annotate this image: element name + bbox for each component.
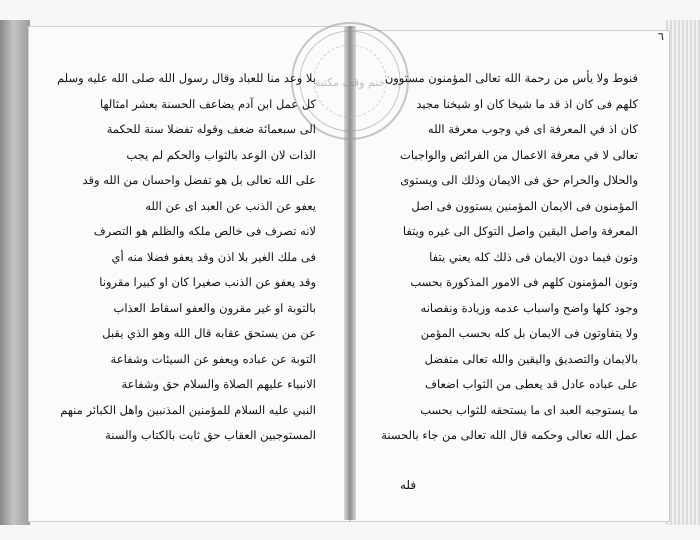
text-line: كل عمل ابن آدم يضاعف الحسنة بعشر امثالها — [99, 96, 316, 111]
text-line: كان اذ في المعرفة اى في وجوب معرفة الله — [427, 122, 638, 136]
text-line: بالايمان والتصديق واليقين والله تعالى متفضل — [424, 351, 638, 366]
text-line: يعفو عن الذنب عن العبد اى عن الله — [145, 198, 316, 213]
text-line: المعرفة واصل اليقين واصل التوكل الى غيره ويتفا — [402, 224, 638, 238]
text-line: فنوط ولا يأس من رحمة الله تعالى المؤمنون مستوون — [384, 71, 638, 85]
text-line: عن من يستحق عقابه قال الله وهو الذي يقبل — [102, 326, 316, 340]
text-line: بلا وعد منا للعباد وقال رسول الله صلى الله عليه وسلم — [56, 71, 316, 85]
right-page-text — [372, 66, 638, 449]
text-line: المستوجبين العقاب حق ثابت بالكتاب والسنة — [105, 428, 316, 442]
text-line: التوبة عن عباده ويعفو عن السيئات وشفاعة — [110, 351, 316, 366]
text-line: كلهم فى كان اذ قد ما شيخا كان او شيخنا مجيد — [416, 96, 638, 111]
text-line: لانه تصرف فى خالص ملكه والظلم هو التصرف — [93, 224, 316, 238]
text-line: الذات لان الوعد بالثواب والحكم لم يجب — [126, 147, 316, 162]
text-line: الانبياء عليهم الصلاة والسلام حق وشفاعة — [121, 377, 316, 391]
text-line: ما يستوجبه العبد اى ما يستحقه للثواب بحسب — [420, 402, 638, 417]
text-line: وجود كلها واضح واسباب عدمه وزيادة ونقصانه — [420, 300, 638, 315]
book-binding-left — [0, 20, 30, 525]
text-line: وتون فيما دون الايمان فى ذلك كله يعني يتفا — [429, 249, 638, 264]
text-line: تعالى لا في معرفة الاعمال من الفرائض والواجبات — [400, 147, 638, 162]
page-edges-right — [666, 20, 700, 525]
text-line: ولا يتفاوتون فى الايمان بل كله بحسب المؤمن — [420, 326, 638, 340]
text-line: بالتوبة او غير مقرون والعفو اسقاط العذاب — [113, 300, 316, 315]
catchword: فله — [400, 478, 417, 492]
text-line: على الله تعالى بل هو تفضل واحسان من الله وقد — [82, 173, 316, 187]
text-line: المؤمنون فى الايمان المؤمنين يستوون فى اصل — [411, 198, 638, 213]
text-line: وتون المؤمنون كلهم فى الامور المذكورة بحسب — [410, 275, 638, 289]
text-line: النبي عليه السلام للمؤمنين المذنبين واهل الكبائر منهم — [60, 402, 316, 417]
seal-lettering: ختم وقف مكتبة — [314, 76, 386, 89]
text-line: فى ملك الغير بلا اذن وقد يعفو فضلا منه أي — [111, 249, 316, 264]
folio-number: ٦ — [658, 30, 664, 43]
text-line: عمل الله تعالى وحكمه قال الله تعالى من جاء بالحسنة — [381, 428, 638, 442]
left-page-text — [56, 66, 316, 449]
text-line: والحلال والحرام حق فى الايمان وذلك الى ويستوى — [400, 173, 638, 187]
text-line: على عباده عادل قد يعطى من الثواب اضعاف — [425, 377, 638, 391]
text-line: وقد يعفو عن الذنب صغيرا كان او كبيرا مقرونا — [99, 275, 316, 289]
text-line: الى سبعمائة ضعف وقوله تفضلا سنة للحكمة — [106, 122, 316, 136]
